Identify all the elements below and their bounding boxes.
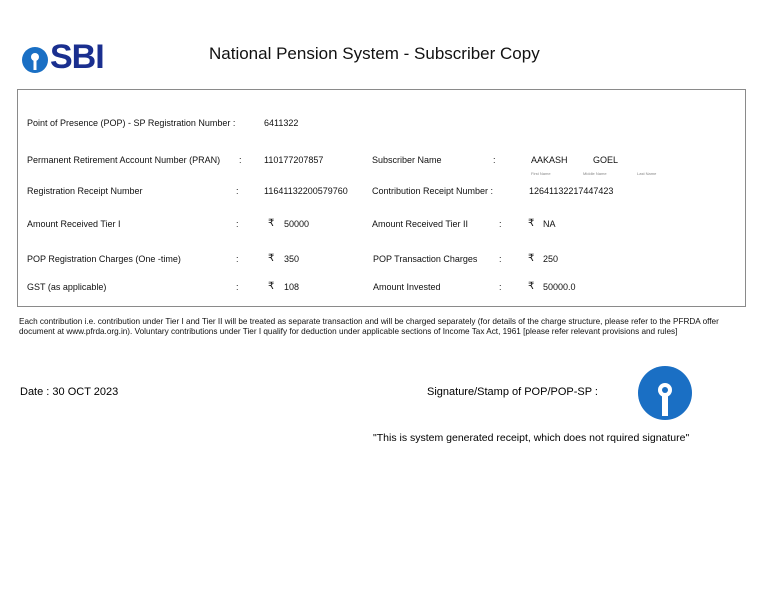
amount-invested-label: Amount Invested: [373, 282, 441, 292]
pop-registration-charges-label: POP Registration Charges (One -time): [27, 254, 181, 264]
middle-name-caption: Middle Name: [583, 171, 607, 176]
sbi-seal-icon: [637, 365, 693, 421]
receipt-date: Date : 30 OCT 2023: [20, 386, 119, 398]
tier1-label: Amount Received Tier I: [27, 219, 121, 229]
tier2-value: NA: [543, 219, 556, 229]
document-title: National Pension System - Subscriber Copy: [209, 44, 540, 63]
rupee-icon: ₹: [268, 218, 275, 229]
rupee-icon: ₹: [528, 253, 535, 264]
tier1-colon: :: [236, 219, 239, 229]
registration-receipt-label: Registration Receipt Number: [27, 186, 143, 196]
amount-invested-value: 50000.0: [543, 282, 576, 292]
last-name-caption: Last Name: [637, 171, 657, 176]
system-generated-notice: "This is system generated receipt, which does not rquired signature": [373, 432, 690, 444]
pop-transaction-charges-label: POP Transaction Charges: [373, 254, 478, 264]
first-name-caption: First Name: [531, 171, 551, 176]
rupee-icon: ₹: [528, 218, 535, 229]
tier2-colon: :: [499, 219, 502, 229]
pop-registration-charges-colon: :: [236, 254, 239, 264]
registration-receipt-value: 11641132200579760: [264, 186, 348, 196]
amount-invested-colon: :: [499, 282, 502, 292]
rupee-icon: ₹: [528, 281, 535, 292]
rupee-icon: ₹: [268, 281, 275, 292]
pop-transaction-charges-value: 250: [543, 254, 559, 264]
subscriber-last-name: GOEL: [593, 155, 619, 165]
gst-colon: :: [236, 282, 239, 292]
contribution-receipt-label: Contribution Receipt Number :: [372, 186, 494, 196]
pran-label: Permanent Retirement Account Number (PRAN): [27, 155, 221, 165]
gst-value: 108: [284, 282, 300, 292]
tier1-value: 50000: [284, 219, 310, 229]
rupee-icon: ₹: [268, 253, 275, 264]
pop-transaction-charges-colon: :: [499, 254, 502, 264]
pran-colon: :: [239, 155, 242, 165]
contribution-note: Each contribution i.e. contribution under Tier I and Tier II will be treated as separate transaction and will be charged separately (for details of the charge structure, please refer to the PFRDA offer document at www.pfrda.org.in). Voluntary contributions under Tier I qualify for deduction under applicable sections of Income Tax Act, 1961 [please refer relevant provisions and rules]: [19, 317, 719, 336]
pop-registration-label: Point of Presence (POP) - SP Registration Number :: [27, 118, 236, 128]
pop-registration-charges-value: 350: [284, 254, 300, 264]
tier2-label: Amount Received Tier II: [372, 219, 469, 229]
contribution-receipt-value: 12641132217447423: [529, 186, 614, 196]
subscriber-name-label: Subscriber Name: [372, 155, 442, 165]
pran-value: 110177207857: [264, 155, 324, 165]
registration-receipt-colon: :: [236, 186, 239, 196]
subscriber-first-name: AAKASH: [531, 155, 568, 165]
subscriber-name-colon: :: [493, 155, 496, 165]
pop-registration-value: 6411322: [264, 118, 299, 128]
signature-label: Signature/Stamp of POP/POP-SP :: [427, 386, 598, 398]
gst-label: GST (as applicable): [27, 282, 107, 292]
sbi-logo-text: SBI: [50, 38, 104, 76]
